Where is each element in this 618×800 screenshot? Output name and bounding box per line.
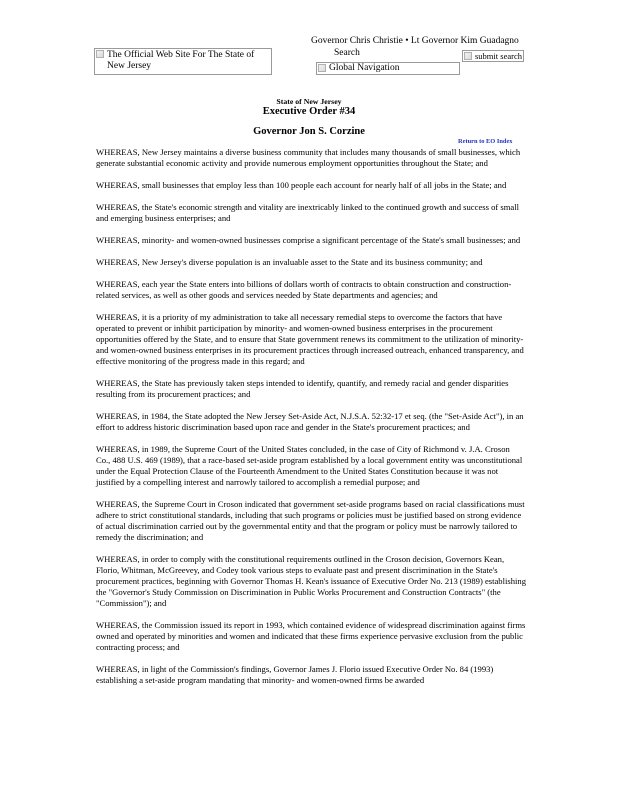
whereas-paragraph: WHEREAS, each year the State enters into billions of dollars worth of contracts to obtain construction and construction-related services, as well as other goods and services needed by State departments and agencies; and	[96, 279, 512, 300]
state-logo-image[interactable]	[94, 48, 272, 75]
whereas-paragraph: WHEREAS, New Jersey's diverse population is an invaluable asset to the State and its business community; and	[96, 257, 483, 267]
whereas-paragraph: WHEREAS, small businesses that employ less than 100 people each account for nearly half of all jobs in the State; and	[96, 180, 507, 190]
whereas-paragraph: WHEREAS, minority- and women-owned businesses comprise a significant percentage of the State's small businesses; and	[96, 235, 521, 245]
document-author: Governor Jon S. Corzine	[253, 126, 365, 137]
broken-image-icon	[318, 64, 326, 72]
document-body	[96, 147, 526, 697]
whereas-paragraph: WHEREAS, in 1984, the State adopted the New Jersey Set-Aside Act, N.J.S.A. 52:32-17 et seq. (the "Set-Aside Act"), in an effort to address historic discrimination based upon race and gender in the State's procurement practices; and	[96, 411, 524, 432]
global-navigation-alt-text: Global Navigation	[329, 63, 400, 73]
broken-image-icon	[464, 52, 472, 60]
whereas-paragraph: WHEREAS, New Jersey maintains a diverse business community that includes many thousands of small businesses, which generate substantial economic activity and provide numerous employment opportunities throughout the State; and	[96, 147, 521, 168]
global-navigation-image[interactable]	[316, 62, 460, 75]
whereas-paragraph: WHEREAS, the State has previously taken steps intended to identify, quantify, and remedy racial and gender disparities resulting from its procurement practices; and	[96, 378, 509, 399]
whereas-paragraph: WHEREAS, in 1989, the Supreme Court of the United States concluded, in the case of City of Richmond v. J.A. Croson Co., 488 U.S. 469 (1989), that a race-based set-aside program established by a local government entity was unconstitutional under the Equal Protection Clause of the Fourteenth Amendment to the United States Constitution because it was not justified by a compelling interest and narrowly tailored to accomplish a remedial purpose; and	[96, 444, 523, 487]
state-logo-alt-text: The Official Web Site For The State of New Jersey	[107, 50, 255, 71]
search-label: Search	[334, 48, 360, 58]
submit-search-alt-text: submit search	[475, 51, 522, 61]
submit-search-button[interactable]	[462, 50, 524, 62]
broken-image-icon	[96, 50, 104, 58]
document-subtitle: State of New Jersey	[276, 97, 342, 106]
document-title: Executive Order #34	[262, 106, 356, 117]
whereas-paragraph: WHEREAS, it is a priority of my administration to take all necessary remedial steps to overcome the factors that have operated to prevent or inhibit participation by minority- and women-owned business enterprises in the procurement opportunities offered by the State, and to ensure that State government renews its commitment to the utilization of minority- and women-owned business enterprises in its procurement practices through increased outreach, enhanced transparency, and effective monitoring of the progress made in this regard; and	[96, 312, 524, 366]
governor-lt-governor-header: Governor Chris Christie • Lt Governor Kim Guadagno	[311, 36, 519, 46]
whereas-paragraph: WHEREAS, the Commission issued its report in 1993, which contained evidence of widespread discrimination against firms owned and operated by minorities and women and indicated that these firms experience pervasive exclusion from the public contracting process; and	[96, 620, 526, 652]
whereas-paragraph: WHEREAS, the State's economic strength and vitality are inextricably linked to the continued growth and success of small and emerging business enterprises; and	[96, 202, 520, 223]
whereas-paragraph: WHEREAS, the Supreme Court in Croson indicated that government set-aside programs based on racial classifications must adhere to strict constitutional standards, including that such programs or policies must be justified based on strong evidence of actual discrimination carried out by the governmental entity and that the program or policy must be narrowly tailored to remedy the discrimination; and	[96, 499, 525, 542]
whereas-paragraph: WHEREAS, in light of the Commission's findings, Governor James J. Florio issued Executive Order No. 84 (1993) establishing a set-aside program mandating that minority- and women-owned firms be awarded	[96, 664, 494, 685]
whereas-paragraph: WHEREAS, in order to comply with the constitutional requirements outlined in the Croson decision, Governors Kean, Florio, Whitman, McGreevey, and Codey took various steps to evaluate past and present discrimination in the State's procurement practices, beginning with Governor Thomas H. Kean's issuance of Executive Order No. 213 (1989) establishing the "Governor's Study Commission on Discrimination in Public Works Procurement and Construction Contracts" (the "Commission"); and	[96, 554, 527, 608]
return-to-eo-index-link[interactable]: Return to EO Index	[458, 138, 513, 145]
